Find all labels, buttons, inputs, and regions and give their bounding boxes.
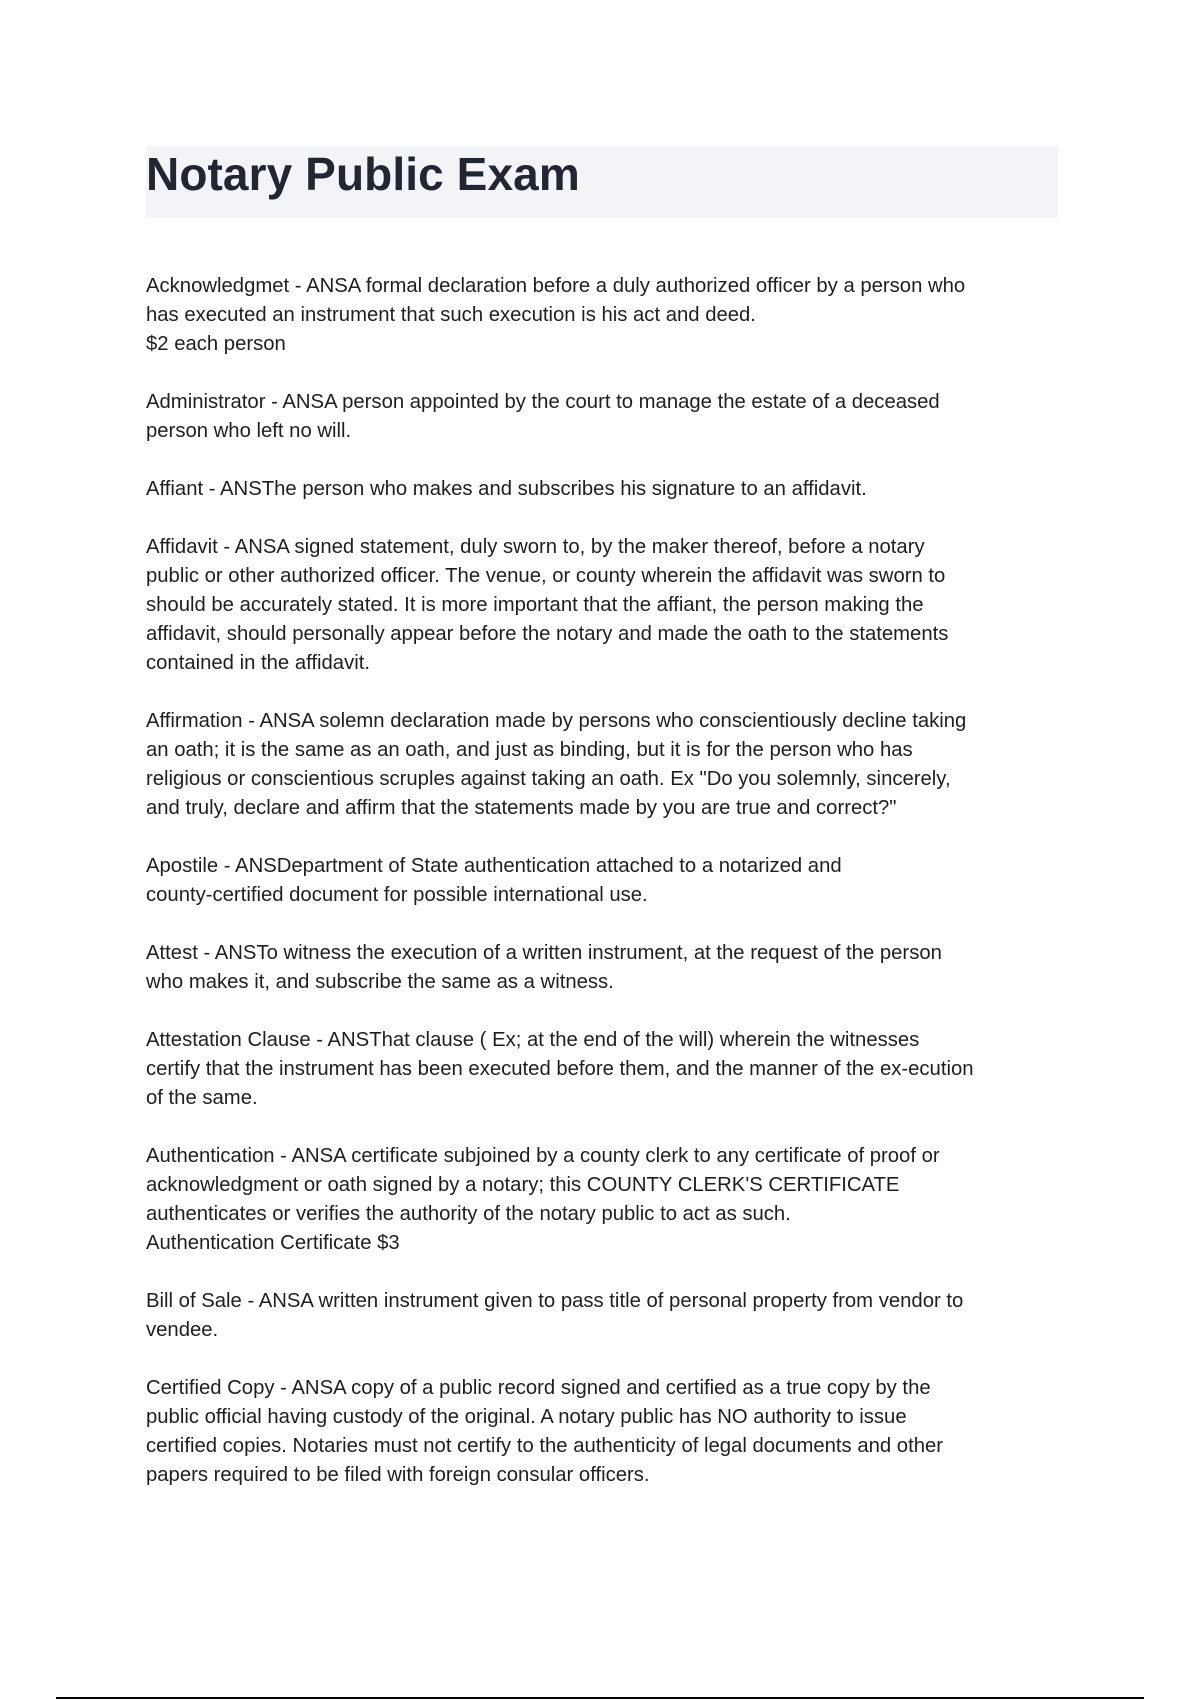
entry-line: $2 each person [146,333,286,355]
entry-line: should be accurately stated. It is more important that the affiant, the person making the [146,594,924,616]
entry-line: papers required to be filed with foreign consular officers. [146,1464,650,1486]
entry-line: affidavit, should personally appear before the notary and made the oath to the statements [146,623,949,645]
entry-line: Apostile - ANSDepartment of State authentication attached to a notarized and [146,855,842,877]
entry-line: county-certified document for possible international use. [146,884,648,906]
glossary-entry-authentication [146,1142,1066,1258]
entry-line: authenticates or verifies the authority of the notary public to act as such. [146,1203,791,1225]
entry-line: Bill of Sale - ANSA written instrument given to pass title of personal property from vendor to [146,1290,964,1312]
entry-line: of the same. [146,1087,258,1109]
glossary-entry-bill-of-sale [146,1287,1066,1345]
glossary-entry-certified-copy [146,1374,1066,1490]
entry-line: public official having custody of the original. A notary public has NO authority to issue [146,1406,907,1428]
entry-line: Authentication Certificate $3 [146,1232,400,1254]
entry-line: person who left no will. [146,420,352,442]
entry-line: Acknowledgmet - ANSA formal declaration before a duly authorized officer by a person who [146,275,966,297]
entry-line: Certified Copy - ANSA copy of a public record signed and certified as a true copy by the [146,1377,931,1399]
entry-line: who makes it, and subscribe the same as a witness. [146,971,614,993]
entry-line: vendee. [146,1319,219,1341]
entry-line: Attestation Clause - ANSThat clause ( Ex; at the end of the will) wherein the witnesses [146,1029,920,1051]
entry-line: an oath; it is the same as an oath, and just as binding, but it is for the person who has [146,739,913,761]
glossary-entry-affirmation [146,707,1066,823]
glossary-entry-attest [146,939,1066,997]
entry-line: Affiant - ANSThe person who makes and subscribes his signature to an affidavit. [146,478,867,500]
glossary-entry-acknowledgment [146,272,1066,359]
entry-line: public or other authorized officer. The venue, or county wherein the affidavit was sworn to [146,565,946,587]
glossary-entry-attestation-clause [146,1026,1066,1113]
footer-divider [56,1697,1144,1699]
entry-line: certified copies. Notaries must not certify to the authenticity of legal documents and other [146,1435,944,1457]
glossary-entry-affiant [146,475,1066,504]
entry-line: acknowledgment or oath signed by a notary; this COUNTY CLERK'S CERTIFICATE [146,1174,900,1196]
entry-line: contained in the affidavit. [146,652,371,674]
glossary-entries [146,272,1066,1519]
entry-line: Affirmation - ANSA solemn declaration made by persons who conscientiously decline taking [146,710,967,732]
entry-line: has executed an instrument that such execution is his act and deed. [146,304,756,326]
entry-line: Administrator - ANSA person appointed by the court to manage the estate of a deceased [146,391,940,413]
entry-line: certify that the instrument has been executed before them, and the manner of the ex-ecution [146,1058,974,1080]
entry-line: and truly, declare and affirm that the statements made by you are true and correct?" [146,797,897,819]
glossary-entry-affidavit [146,533,1066,678]
entry-line: Affidavit - ANSA signed statement, duly sworn to, by the maker thereof, before a notary [146,536,925,558]
glossary-entry-administrator [146,388,1066,446]
document-title: Notary Public Exam [146,148,580,200]
entry-line: Attest - ANSTo witness the execution of a written instrument, at the request of the person [146,942,942,964]
entry-line: Authentication - ANSA certificate subjoined by a county clerk to any certificate of proof or [146,1145,940,1167]
glossary-entry-apostile [146,852,1066,910]
entry-line: religious or conscientious scruples against taking an oath. Ex "Do you solemnly, sincerely, [146,768,951,790]
